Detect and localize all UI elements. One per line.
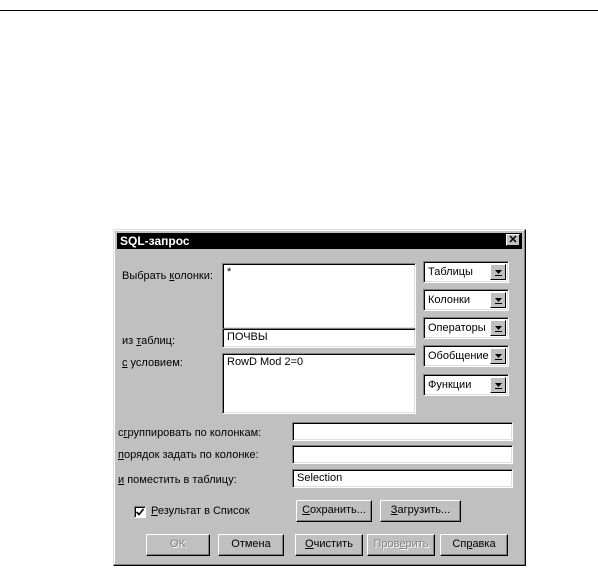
help-button[interactable]: Справка	[440, 534, 508, 556]
operators-combo[interactable]	[423, 317, 509, 339]
into-table-label: и поместить в таблицу:	[118, 474, 237, 486]
dialog-titlebar	[117, 233, 522, 249]
from-tables-label: из таблиц:	[122, 335, 176, 347]
columns-field[interactable]: *	[222, 263, 416, 329]
columns-combo-label: Колонки	[428, 294, 470, 306]
aggregates-combo[interactable]	[423, 345, 509, 367]
sql-query-dialog	[113, 229, 526, 566]
order-by-label: порядок задать по колонке:	[118, 449, 259, 461]
tables-combo[interactable]	[423, 261, 509, 283]
result-to-list-label: Результат в Список	[151, 505, 250, 517]
dropdown-arrow-icon[interactable]	[490, 377, 506, 393]
close-icon: ✕	[508, 234, 518, 246]
page-top-rule	[0, 10, 598, 11]
clear-button[interactable]: Очистить	[295, 534, 363, 556]
group-by-label: сгруппировать по колонкам:	[118, 427, 262, 439]
dropdown-arrow-icon[interactable]	[490, 320, 506, 336]
load-button[interactable]: Загрузить...	[380, 500, 461, 522]
with-condition-label: с условием:	[122, 357, 183, 369]
tables-field[interactable]: ПОЧВЫ	[222, 328, 416, 348]
order-by-field[interactable]	[292, 445, 513, 464]
into-table-field[interactable]: Selection	[292, 469, 513, 488]
select-columns-label: Выбрать колонки:	[122, 270, 213, 282]
dialog-title: SQL-запрос	[120, 234, 190, 248]
tables-combo-label: Таблицы	[428, 266, 473, 278]
aggregates-combo-label: Обобщение	[428, 350, 489, 362]
verify-button[interactable]: Проверить	[367, 534, 435, 556]
ok-button[interactable]: OK	[146, 534, 210, 556]
operators-combo-label: Операторы	[428, 322, 486, 334]
dropdown-arrow-icon[interactable]	[490, 292, 506, 308]
close-button[interactable]	[506, 234, 520, 246]
checkmark-icon	[136, 508, 144, 516]
dropdown-arrow-icon[interactable]	[490, 348, 506, 364]
dropdown-arrow-icon[interactable]	[490, 264, 506, 280]
functions-combo[interactable]	[423, 374, 509, 396]
columns-combo[interactable]	[423, 289, 509, 311]
cancel-button[interactable]: Отмена	[218, 534, 284, 556]
condition-field[interactable]: RowD Mod 2=0	[222, 353, 416, 414]
result-to-list-checkbox[interactable]	[134, 506, 146, 518]
group-by-field[interactable]	[292, 422, 513, 441]
save-button[interactable]: Сохранить...	[296, 500, 372, 522]
functions-combo-label: Функции	[428, 379, 472, 391]
